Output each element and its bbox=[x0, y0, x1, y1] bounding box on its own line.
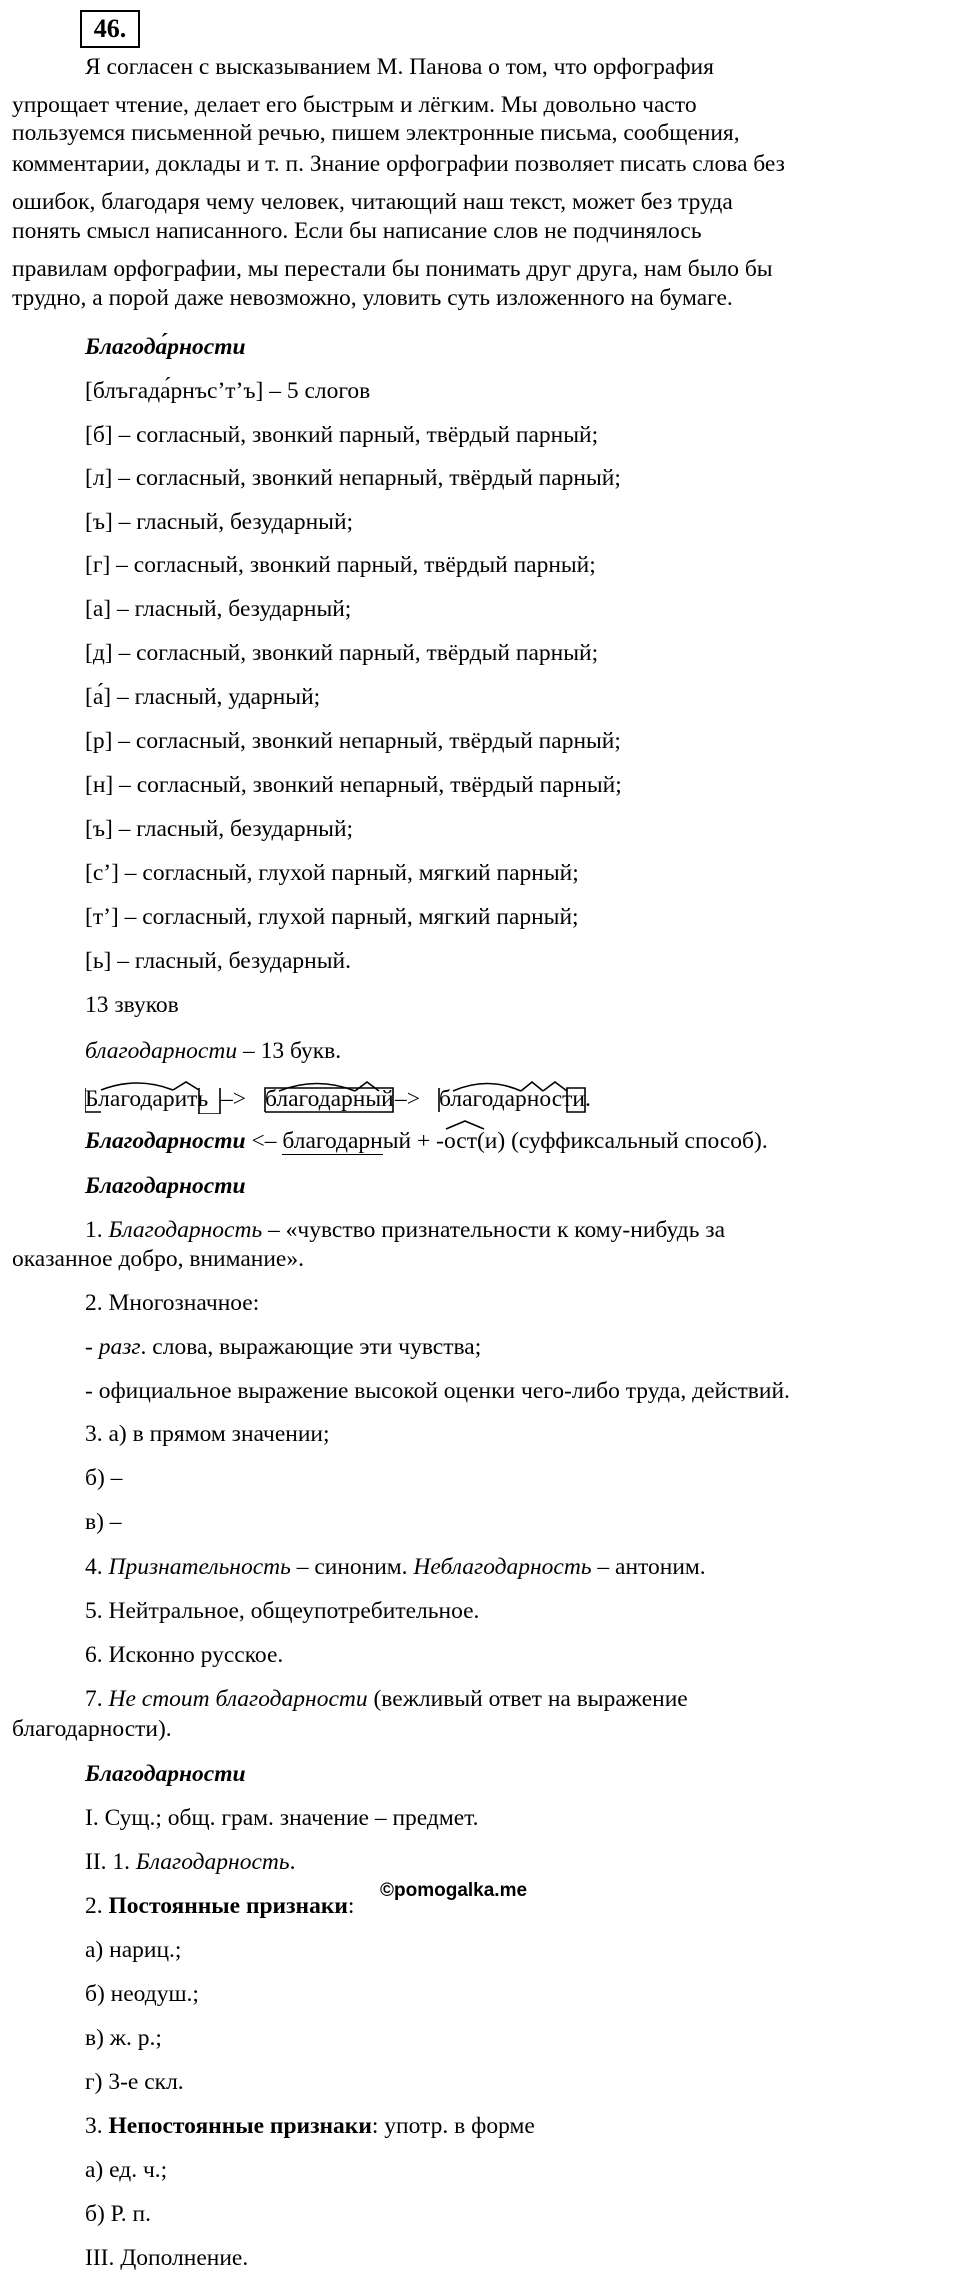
formation-base: благодарн bbox=[282, 1128, 383, 1154]
lex-line: 2. Многозначное: bbox=[85, 1290, 260, 1316]
gram-line: б) Р. п. bbox=[85, 2201, 151, 2227]
lex-line bbox=[85, 1556, 706, 1580]
gram-line: б) неодуш.; bbox=[85, 1981, 199, 2007]
lex-line: оказанное добро, внимание». bbox=[12, 1246, 304, 1272]
gram-heading: Непостоянные признаки bbox=[108, 2113, 372, 2139]
morph-end: . bbox=[585, 1086, 591, 1112]
intro-line: понять смысл написанного. Если бы написание слов не подчинялось bbox=[12, 218, 702, 244]
lex-line: 6. Исконно русское. bbox=[85, 1642, 284, 1668]
gram-num: 3. bbox=[85, 2113, 109, 2139]
formation-suffix bbox=[444, 1128, 477, 1154]
letter-count-text: – 13 букв. bbox=[237, 1038, 342, 1064]
intro-line: трудно, а порой даже невозможно, уловить суть изложенного на бумаге. bbox=[12, 285, 733, 311]
lex-word: Благодарность bbox=[108, 1217, 263, 1243]
formation-suffix-text: ост bbox=[443, 1128, 477, 1154]
gram-text: : bbox=[347, 1893, 355, 1919]
transcription: [блъгада́рнъс’т’ъ] – 5 слогов bbox=[85, 378, 371, 404]
gram-text: . bbox=[289, 1849, 296, 1875]
suffix-mark bbox=[444, 1120, 486, 1130]
sound-line: [л] – согласный, звонкий непарный, твёрдый парный; bbox=[85, 465, 621, 491]
sound-line: [ь] – гласный, безударный. bbox=[85, 948, 351, 974]
formation-arrow: <– bbox=[245, 1128, 283, 1154]
intro-line: ошибок, благодаря чему человек, читающий наш текст, может без труда bbox=[12, 189, 733, 215]
gram-num: II. 1. bbox=[85, 1849, 136, 1875]
lex-line: в) – bbox=[85, 1509, 122, 1535]
lex-line: б) – bbox=[85, 1465, 123, 1491]
lex-line: 3. а) в прямом значении; bbox=[85, 1421, 330, 1447]
lex-phrase: Не стоит благодарности bbox=[108, 1686, 368, 1712]
gram-num: 2. bbox=[85, 1893, 109, 1919]
sound-line: [г] – согласный, звонкий парный, твёрдый парный; bbox=[85, 552, 596, 578]
morpheme-chain bbox=[85, 1078, 685, 1114]
intro-line: Я согласен с высказыванием М. Панова о том, что орфография bbox=[85, 54, 714, 80]
morph-word-3: благодарности bbox=[439, 1086, 585, 1112]
gram-word: Благодарность bbox=[135, 1849, 290, 1875]
intro-line: пользуемся письменной речью, пишем электронные письма, сообщения, bbox=[12, 120, 740, 146]
lex-line bbox=[85, 1219, 725, 1243]
intro-line: правилам орфографии, мы перестали бы понимать друг друга, нам было бы bbox=[12, 256, 773, 282]
formation-rest: (и) (суффиксальный способ). bbox=[476, 1128, 768, 1154]
sound-line: [р] – согласный, звонкий непарный, твёрдый парный; bbox=[85, 728, 621, 754]
intro-line: упрощает чтение, делает его быстрым и лёгким. Мы довольно часто bbox=[12, 92, 697, 118]
lex-antonym: Неблагодарность bbox=[413, 1554, 592, 1580]
lex-line: благодарности). bbox=[12, 1716, 172, 1742]
formation-word: Благодарности bbox=[85, 1128, 246, 1154]
letter-count bbox=[85, 1040, 341, 1064]
lex-num: 7. bbox=[85, 1686, 109, 1712]
sound-line: [с’] – согласный, глухой парный, мягкий парный; bbox=[85, 860, 579, 886]
lex-line bbox=[85, 1688, 688, 1712]
morph-word-2: благодарный bbox=[265, 1086, 394, 1112]
lex-line: - официальное выражение высокой оценки чего-либо труда, действий. bbox=[85, 1378, 790, 1404]
lex-dash: - bbox=[85, 1334, 99, 1360]
sound-line: [т’] – согласный, глухой парный, мягкий парный; bbox=[85, 904, 579, 930]
lex-line: 5. Нейтральное, общеупотребительное. bbox=[85, 1598, 480, 1624]
lex-text: – «чувство признательности к кому-нибудь за bbox=[262, 1217, 725, 1243]
exercise-number: 46. bbox=[80, 10, 140, 48]
gram-line: г) 3-е скл. bbox=[85, 2069, 184, 2095]
sound-line: [а́] – гласный, ударный; bbox=[85, 684, 321, 710]
grammar-title: Благодарности bbox=[85, 1761, 246, 1787]
lex-num: 1. bbox=[85, 1217, 109, 1243]
lex-text: . слова, выражающие эти чувства; bbox=[140, 1334, 482, 1360]
sound-line: [н] – согласный, звонкий непарный, твёрдый парный; bbox=[85, 772, 622, 798]
gram-line: в) ж. р.; bbox=[85, 2025, 162, 2051]
gram-line: а) нариц.; bbox=[85, 1937, 182, 1963]
sound-line: [ъ] – гласный, безударный; bbox=[85, 816, 354, 842]
sound-count: 13 звуков bbox=[85, 992, 179, 1018]
sound-line: [д] – согласный, звонкий парный, твёрдый парный; bbox=[85, 640, 599, 666]
phonetic-title: Благода́рности bbox=[85, 334, 246, 360]
sound-line: [ъ] – гласный, безударный; bbox=[85, 509, 354, 535]
lexical-title: Благодарности bbox=[85, 1173, 246, 1199]
sound-line: [а] – гласный, безударный; bbox=[85, 596, 352, 622]
morph-arrow: –> bbox=[395, 1086, 421, 1112]
formation-base-rest: ый + - bbox=[382, 1128, 444, 1154]
sound-line: [б] – согласный, звонкий парный, твёрдый парный; bbox=[85, 422, 599, 448]
lex-line bbox=[85, 1336, 481, 1360]
watermark: ©pomogalka.me bbox=[380, 1880, 528, 1901]
gram-line: III. Дополнение. bbox=[85, 2245, 249, 2271]
morph-arrow: –> bbox=[221, 1086, 247, 1112]
lex-text: (вежливый ответ на выражение bbox=[367, 1686, 688, 1712]
letter-word: благодарности bbox=[85, 1038, 238, 1064]
gram-line: I. Сущ.; общ. грам. значение – предмет. bbox=[85, 1805, 479, 1831]
gram-heading: Постоянные признаки bbox=[108, 1893, 348, 1919]
lex-synonym: Признательность bbox=[108, 1554, 291, 1580]
lex-text: – антоним. bbox=[591, 1554, 706, 1580]
gram-line bbox=[85, 1895, 354, 1919]
lex-text: – синоним. bbox=[290, 1554, 414, 1580]
gram-line bbox=[85, 2115, 535, 2139]
word-formation bbox=[85, 1130, 768, 1154]
gram-line bbox=[85, 1851, 295, 1875]
intro-line: комментарии, доклады и т. п. Знание орфографии позволяет писать слова без bbox=[12, 151, 785, 177]
lex-num: 4. bbox=[85, 1554, 109, 1580]
lex-abbr: разг bbox=[98, 1334, 141, 1360]
morph-word-1: Благодарить bbox=[85, 1086, 209, 1112]
gram-line: а) ед. ч.; bbox=[85, 2157, 168, 2183]
gram-text: : употр. в форме bbox=[371, 2113, 535, 2139]
